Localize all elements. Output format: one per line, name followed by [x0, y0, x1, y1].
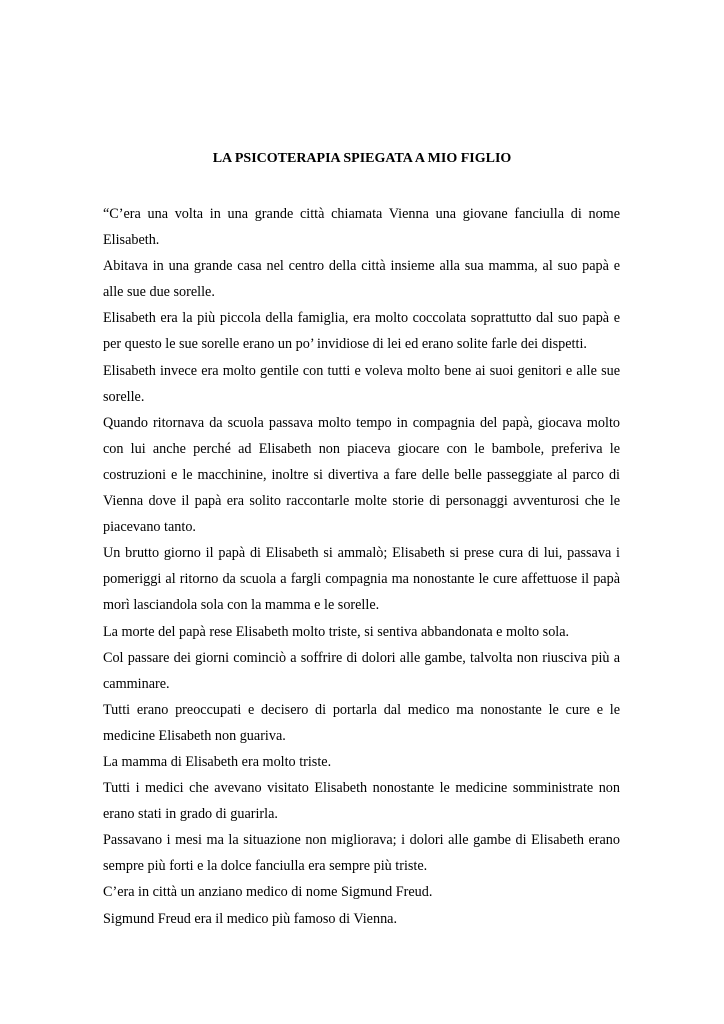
- document-body: [103, 201, 620, 932]
- paragraph: Col passare dei giorni cominciò a soffrire di dolori alle gambe, talvolta non riusciva più a camminare.: [103, 649, 620, 692]
- paragraph: “C’era una volta in una grande città chiamata Vienna una giovane fanciulla di nome Elisabeth.: [103, 206, 620, 249]
- paragraph: La morte del papà rese Elisabeth molto triste, si sentiva abbandonata e molto sola.: [103, 623, 570, 640]
- document-title: LA PSICOTERAPIA SPIEGATA A MIO FIGLIO: [212, 151, 512, 166]
- paragraph: Quando ritornava da scuola passava molto tempo in compagnia del papà, giocava molto con lui anche perché ad Elisabeth non piaceva giocare con le bambole, preferiva le costruzioni e le macchinine, inoltre si divertiva a fare delle belle passeggiate al parco di Vienna dove il papà era solito raccontarle molte storie di personaggi avventurosi che le piacevano tanto.: [103, 414, 620, 536]
- paragraph: Un brutto giorno il papà di Elisabeth si ammalò; Elisabeth si prese cura di lui, passava i pomeriggi al ritorno da scuola a fargli compagnia ma nonostante le cure affettuose il papà morì lasciandola sola con la mamma e le sorelle.: [103, 545, 620, 614]
- paragraph: Tutti erano preoccupati e decisero di portarla dal medico ma nonostante le cure e le medicine Elisabeth non guariva.: [103, 701, 620, 744]
- paragraph: Elisabeth era la più piccola della famiglia, era molto coccolata soprattutto dal suo papà e per questo le sue sorelle erano un po’ invidiose di lei ed erano solite farle dei dispetti.: [103, 310, 620, 353]
- paragraph: Abitava in una grande casa nel centro della città insieme alla sua mamma, al suo papà e alle sue due sorelle.: [103, 258, 620, 301]
- paragraph: Elisabeth invece era molto gentile con tutti e voleva molto bene ai suoi genitori e alle sue sorelle.: [103, 362, 620, 405]
- paragraph: Sigmund Freud era il medico più famoso di Vienna.: [103, 910, 398, 927]
- paragraph: C’era in città un anziano medico di nome Sigmund Freud.: [103, 884, 433, 901]
- paragraph: Tutti i medici che avevano visitato Elisabeth nonostante le medicine somministrate non erano stati in grado di guarirla.: [103, 780, 620, 823]
- paragraph: Passavano i mesi ma la situazione non migliorava; i dolori alle gambe di Elisabeth erano sempre più forti e la dolce fanciulla era sempre più triste.: [103, 832, 620, 875]
- paragraph: La mamma di Elisabeth era molto triste.: [103, 753, 332, 770]
